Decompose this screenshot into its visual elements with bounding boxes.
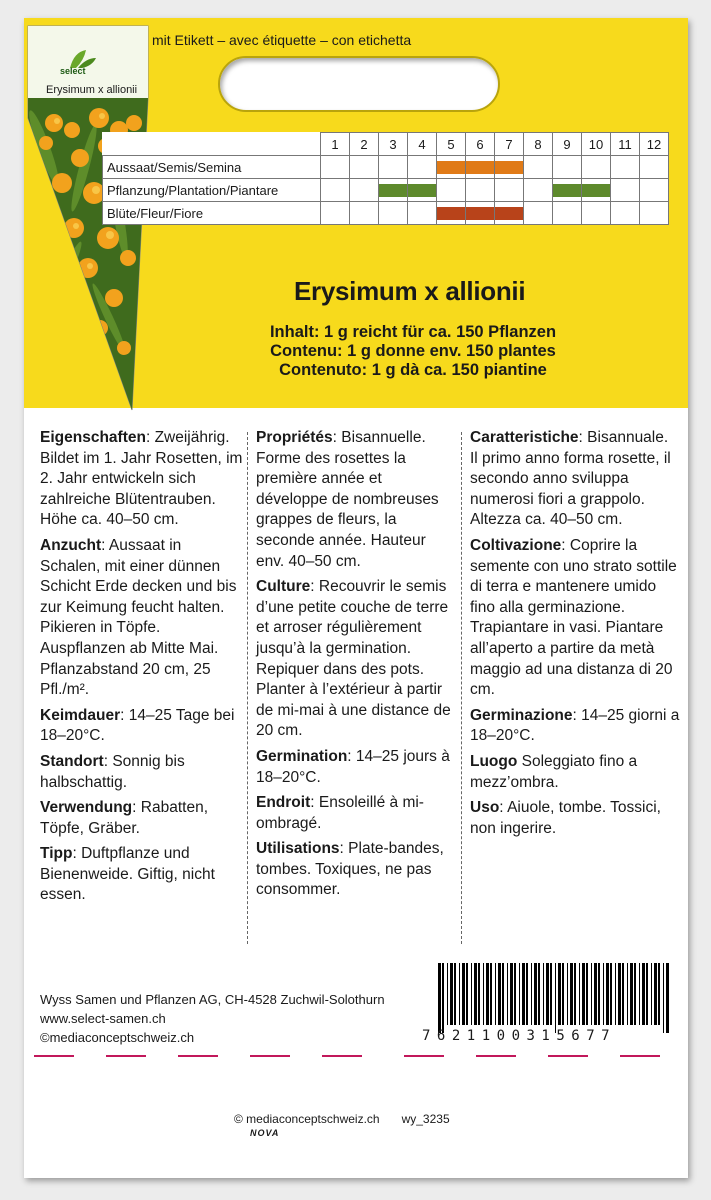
print-info <box>234 1112 472 1126</box>
german-instructions <box>40 428 245 911</box>
month-1: 1 <box>321 133 350 156</box>
month-cell <box>379 179 408 202</box>
barcode-bar <box>658 963 660 1025</box>
column-divider <box>247 432 248 944</box>
month-cell <box>553 179 582 202</box>
section-text: Plate-bandes, tombes. Toxiques, ne pas consommer. <box>256 840 444 899</box>
bottom-copyright: © mediaconceptschweiz.ch <box>234 1112 380 1126</box>
hanging-hole <box>218 56 500 112</box>
month-cell <box>611 156 640 179</box>
month-cell <box>437 202 466 225</box>
calendar-row-planting <box>103 179 669 202</box>
calendar-bar <box>466 207 494 220</box>
label-notice: mit Etikett – avec étiquette – con etichetta <box>152 32 412 48</box>
section: Tipp: Duftpflanze und Bienenweide. Giftig, nicht essen. <box>40 845 215 904</box>
barcode-bar <box>526 963 528 1025</box>
section-heading: Coltivazione <box>470 536 562 554</box>
barcode-bar <box>663 963 664 1033</box>
calendar-corner <box>103 133 321 156</box>
barcode-bar <box>478 963 480 1025</box>
calendar-header-row <box>103 133 669 156</box>
section-heading: Propriétés <box>256 429 333 446</box>
section: Endroit: Ensoleillé à mi-ombragé. <box>256 794 424 832</box>
month-8: 8 <box>524 133 553 156</box>
section-heading: Verwendung <box>40 799 133 817</box>
barcode-bar <box>538 963 540 1025</box>
calendar-bar <box>582 184 610 197</box>
month-cell <box>437 156 466 179</box>
section-text: Duftpflanze und Bienenweide. Giftig, nicht essen. <box>40 845 215 904</box>
month-cell <box>582 179 611 202</box>
barcode-bar <box>550 963 552 1025</box>
section <box>470 752 680 793</box>
month-cell <box>553 202 582 225</box>
section: Propriétés: Bisannuelle. Forme des rosettes la première année et développe de nombreuses grappes de fleurs, la seconde année. Hauteur env. 40–50 cm. <box>256 429 439 570</box>
section: Standort: Sonnig bis halbschattig. <box>40 752 185 791</box>
barcode-bar <box>459 963 460 1025</box>
row-label: Blüte/Fleur/Fiore <box>103 202 321 225</box>
month-cell <box>524 156 553 179</box>
barcode-bar <box>447 963 448 1025</box>
month-cell <box>611 202 640 225</box>
barcode-bar <box>450 963 453 1025</box>
month-cell <box>321 179 350 202</box>
month-cell <box>495 179 524 202</box>
barcode-bar <box>462 963 465 1025</box>
barcode-bar <box>474 963 477 1025</box>
barcode-bar <box>646 963 648 1025</box>
product-code: wy_3235 <box>401 1112 450 1126</box>
section-heading: Tipp <box>40 845 73 863</box>
barcode-bar <box>438 963 441 1033</box>
barcode-bar <box>502 963 504 1025</box>
month-cell <box>350 156 379 179</box>
company-footer <box>40 990 385 1047</box>
barcode-bar <box>666 963 669 1033</box>
french-instructions <box>256 428 452 906</box>
calendar-bar <box>553 184 581 197</box>
month-cell <box>640 156 669 179</box>
section: Uso: Aiuole, tombe. Tossici, non ingerire. <box>470 799 661 837</box>
month-cell <box>350 202 379 225</box>
section-heading: Germination <box>256 747 348 765</box>
barcode-bar <box>606 963 609 1025</box>
section-text: Aiuole, tombe. Tossici, non ingerire. <box>470 799 661 837</box>
calendar-bar <box>495 207 523 220</box>
barcode-bar <box>562 963 564 1025</box>
barcode-bar <box>615 963 616 1025</box>
barcode-bar <box>603 963 604 1025</box>
section-text: Coprire la semente con uno strato sottile di terra e mantenere umido fino alla germinazione. Trapiantare in vasi. Piantare all’aperto a partire da metà maggio ad una distanza di 20 cm. <box>470 536 677 699</box>
section-text: Soleggiato fino a mezz’ombra. <box>470 752 638 791</box>
section-text: Rabatten, Töpfe, Gräber. <box>40 799 208 837</box>
section-heading: Uso <box>470 799 500 817</box>
barcode-bar <box>486 963 489 1025</box>
section-text: Bisannuelle. Forme des rosettes la première année et développe de nombreuses grappes de fleurs, la seconde année. Hauteur env. 40–50 cm. <box>256 429 439 570</box>
barcode-bar <box>490 963 492 1025</box>
product-title: Erysimum x allionii <box>294 276 526 306</box>
barcode-bar <box>543 963 544 1025</box>
month-cell <box>553 156 582 179</box>
month-10: 10 <box>582 133 611 156</box>
section-text: Recouvrir le semis d’une petite couche de terre et arroser régulièrement jusqu’à la germination. Repiquer dans des pots. Planter à l’extérieur à partir de mi-mai à une distance de 20 cm. <box>256 578 451 740</box>
section-text: Ensoleillé à mi-ombragé. <box>256 794 424 832</box>
month-3: 3 <box>379 133 408 156</box>
month-cell <box>466 179 495 202</box>
contents-fr: Contenu: 1 g donne env. 150 plantes <box>270 342 556 360</box>
contents-de: Inhalt: 1 g reicht für ca. 150 Pflanzen <box>269 323 557 341</box>
month-cell <box>379 202 408 225</box>
section-heading: Utilisations <box>256 840 340 858</box>
section: Germination: 14–25 jours à 18–20°C. <box>256 747 450 786</box>
barcode-bar <box>454 963 456 1025</box>
barcode-bar <box>642 963 645 1025</box>
barcode-bar <box>574 963 576 1025</box>
month-cell <box>495 156 524 179</box>
month-6: 6 <box>466 133 495 156</box>
month-cell <box>321 156 350 179</box>
barcode-bar <box>594 963 597 1025</box>
barcode-bar <box>442 963 444 1033</box>
barcode-bar <box>598 963 600 1025</box>
month-cell <box>408 179 437 202</box>
section: Anzucht: Aussaat in Schalen, mit einer dünnen Schicht Erde decken und bis zur Keimung feucht halten. Pikieren in Töpfe. Auspflanzen ab Mitte Mai. Pflanzabstand 20 cm, 25 Pfl./m². <box>40 536 237 699</box>
barcode-bar <box>471 963 472 1025</box>
month-cell <box>437 179 466 202</box>
barcode-bar <box>546 963 549 1025</box>
month-cell <box>640 179 669 202</box>
section-text: Zweijährig. Bildet im 1. Jahr Rosetten, im 2. Jahr entwickeln sich zahlreiche Blütentrauben. Höhe ca. 40–50 cm. <box>40 429 243 529</box>
month-cell <box>379 156 408 179</box>
barcode-bar <box>522 963 525 1025</box>
barcode-bar <box>531 963 532 1025</box>
month-cell <box>611 179 640 202</box>
calendar-row-flowering <box>103 202 669 225</box>
barcode-bar <box>610 963 612 1025</box>
month-cell <box>640 202 669 225</box>
month-cell <box>466 202 495 225</box>
barcode-bar <box>534 963 537 1025</box>
section: Germinazione: 14–25 giorni a 18–20°C. <box>470 706 680 745</box>
website-link[interactable]: www.select-samen.ch <box>40 1011 166 1026</box>
calendar-bar <box>466 161 494 174</box>
row-label: Pflanzung/Plantation/Piantare <box>103 179 321 202</box>
barcode-bar <box>558 963 561 1025</box>
month-cell <box>321 202 350 225</box>
month-cell <box>582 156 611 179</box>
section-heading: Standort <box>40 752 104 770</box>
calendar-bar <box>408 184 436 197</box>
section: Caratteristiche: Bisannuale. Il primo anno forma rosette, il secondo anno sviluppa numerosi fiori a grappolo. Altezza ca. 40–50 cm. <box>470 429 671 529</box>
section-text: 14–25 Tage bei 18–20°C. <box>40 706 235 745</box>
month-5: 5 <box>437 133 466 156</box>
calendar-bar <box>379 184 407 197</box>
barcode-bar <box>586 963 588 1025</box>
section-heading: Luogo <box>470 752 518 770</box>
section-text: 14–25 giorni a 18–20°C. <box>470 706 680 745</box>
planting-calendar <box>102 132 669 225</box>
month-11: 11 <box>611 133 640 156</box>
calendar-row-sowing <box>103 156 669 179</box>
barcode-bar <box>651 963 652 1025</box>
section-heading: Endroit <box>256 794 311 812</box>
month-cell <box>495 202 524 225</box>
section: Coltivazione: Coprire la semente con uno strato sottile di terra e mantenere umido fino alla germinazione. Trapiantare in vasi. Piantare all’aperto a partire da metà maggio ad una distanza di 20 cm. <box>470 536 677 699</box>
section-heading: Eigenschaften <box>40 429 146 446</box>
italian-instructions <box>470 428 680 844</box>
barcode-bar <box>591 963 592 1025</box>
barcode-bar <box>570 963 573 1025</box>
barcode-bar <box>507 963 508 1025</box>
company-address: Wyss Samen und Pflanzen AG, CH-4528 Zuchwil-Solothurn <box>40 992 385 1007</box>
month-cell <box>408 202 437 225</box>
section-heading: Germinazione <box>470 706 573 724</box>
section-text: Sonnig bis halbschattig. <box>40 752 185 791</box>
barcode-bar <box>519 963 520 1025</box>
barcode-bar <box>634 963 636 1025</box>
barcode-bar <box>514 963 516 1025</box>
section: Eigenschaften: Zweijährig. Bildet im 1. Jahr Rosetten, im 2. Jahr entwickeln sich zahlreiche Blütentrauben. Höhe ca. 40–50 cm. <box>40 429 243 529</box>
logo-text: select <box>60 66 86 76</box>
barcode-bar <box>627 963 628 1025</box>
barcode-bar <box>567 963 568 1025</box>
row-label: Aussaat/Semis/Semina <box>103 156 321 179</box>
seed-packet-back <box>24 18 688 1178</box>
barcode-bar <box>510 963 513 1025</box>
section-text: Aussaat in Schalen, mit einer dünnen Schicht Erde decken und bis zur Keimung feucht halten. Pikieren in Töpfe. Auspflanzen ab Mitte Mai. Pflanzabstand 20 cm, 25 Pfl./m². <box>40 536 237 699</box>
month-7: 7 <box>495 133 524 156</box>
barcode-bar <box>654 963 657 1025</box>
barcode-number: 7621100315677 <box>422 1028 617 1044</box>
month-cell <box>524 179 553 202</box>
barcode-bar <box>639 963 640 1025</box>
barcode-bar <box>555 963 556 1033</box>
section: Utilisations: Plate-bandes, tombes. Toxiques, ne pas consommer. <box>256 840 444 899</box>
section-heading: Keimdauer <box>40 706 121 724</box>
section: Culture: Recouvrir le semis d’une petite couche de terre et arroser régulièrement jusqu’à la germination. Repiquer dans des pots. Planter à l’extérieur à partir de mi-mai à une distance de 20 cm. <box>256 578 451 740</box>
copyright: ©mediaconceptschweiz.ch <box>40 1030 195 1045</box>
section: Verwendung: Rabatten, Töpfe, Gräber. <box>40 799 208 837</box>
month-cell <box>408 156 437 179</box>
section-heading: Caratteristiche <box>470 429 579 446</box>
month-cell <box>582 202 611 225</box>
column-divider <box>461 432 462 944</box>
section: Keimdauer: 14–25 Tage bei 18–20°C. <box>40 706 235 745</box>
barcode-bar <box>495 963 496 1025</box>
calendar-bar <box>495 161 523 174</box>
pennant-plant-name: Erysimum x allionii <box>46 84 138 96</box>
barcode-bar <box>582 963 585 1025</box>
printer-logo: NOVA <box>250 1128 280 1138</box>
month-2: 2 <box>350 133 379 156</box>
month-9: 9 <box>553 133 582 156</box>
month-cell <box>350 179 379 202</box>
section-text: Bisannuale. Il primo anno forma rosette, il secondo anno sviluppa numerosi fiori a grappolo. Altezza ca. 40–50 cm. <box>470 429 671 529</box>
section-heading: Culture <box>256 578 311 596</box>
seed-contents <box>238 323 588 380</box>
section-text: 14–25 jours à 18–20°C. <box>256 747 450 786</box>
month-12: 12 <box>640 133 669 156</box>
calendar-bar <box>437 161 465 174</box>
barcode-bar <box>630 963 633 1025</box>
month-4: 4 <box>408 133 437 156</box>
barcode-bar <box>618 963 621 1025</box>
barcode-bar <box>579 963 580 1025</box>
section-heading: Anzucht <box>40 536 102 554</box>
barcode-bar <box>622 963 624 1025</box>
barcode-bar <box>466 963 468 1025</box>
month-cell <box>524 202 553 225</box>
barcode-bar <box>483 963 484 1025</box>
contents-it: Contenuto: 1 g dà ca. 150 piantine <box>279 361 547 379</box>
cut-line <box>24 1054 688 1058</box>
barcode-bar <box>498 963 501 1025</box>
calendar-bar <box>437 207 465 220</box>
month-cell <box>466 156 495 179</box>
